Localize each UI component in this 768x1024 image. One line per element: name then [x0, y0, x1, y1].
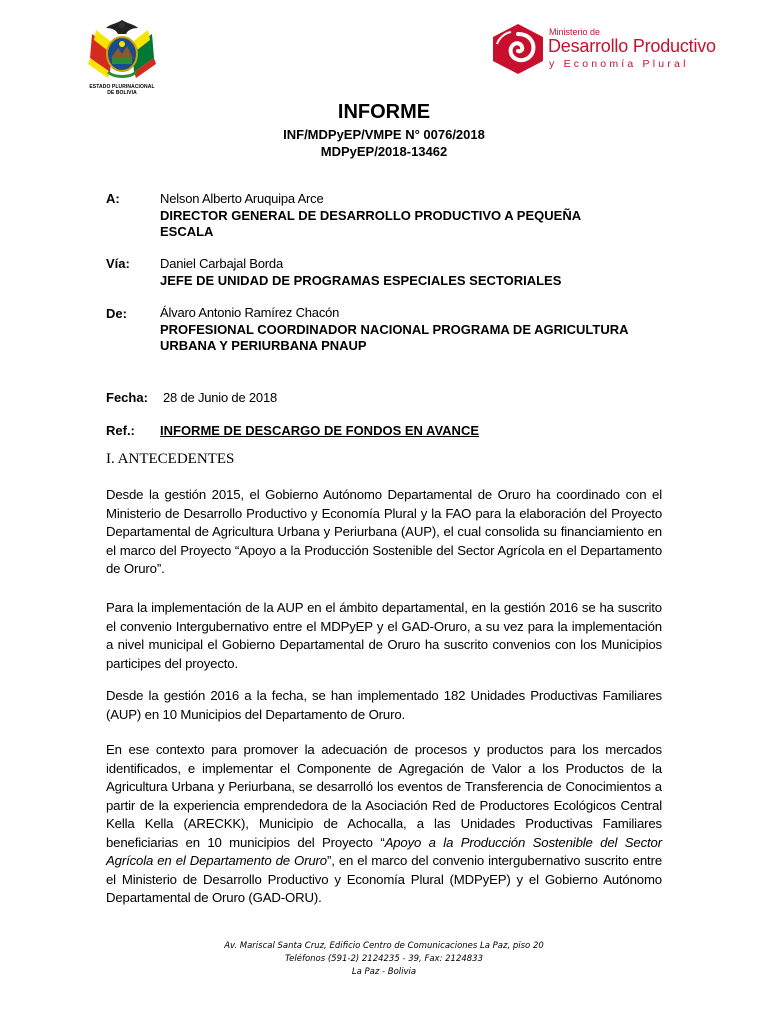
to-role-line-2: ESCALA: [160, 224, 214, 239]
date-label: Fecha:: [106, 390, 148, 405]
ref-value: INFORME DE DESCARGO DE FONDOS EN AVANCE: [160, 423, 480, 438]
paragraph-4: [106, 741, 662, 908]
document-code: INF/MDPyEP/VMPE N° 0076/2018: [283, 127, 485, 142]
footer: [0, 940, 768, 979]
ref-label: Ref.:: [106, 423, 135, 438]
paragraph-3: Desde la gestión 2016 a la fecha, se han implementado 182 Unidades Productivas Familiares (AUP) en 10 Municipios del Departamento de Oruro.: [106, 688, 662, 722]
via-role: JEFE DE UNIDAD DE PROGRAMAS ESPECIALES SECTORIALES: [160, 273, 562, 288]
spiral-ministry-logo-icon: [487, 22, 549, 76]
paragraph-4-project-name: Apoyo a la Producción Sostenible del Sector Agrícola en el Departamento de Oruro: [106, 834, 662, 868]
paragraph-4-part-1: En ese contexto para promover la adecuación de procesos y productos para los mercados identificados, e implementar el Componente de Agregación de Valor a los Productos de la Agricultura Urbana y Periurbana, se desarrolló los eventos de Transferencia de Conocimientos a partir de la experiencia emprendedora de la Asociación Red de Productores Ecológicos Central Kella Kella (ARECKK), Municipio de Achocalla, a las Unidades Productivas Familiares beneficiarias en 10 municipios del Proyecto “: [106, 742, 662, 850]
ministry-line-2: Desarrollo Productivo: [548, 36, 716, 56]
caption-line-1: ESTADO PLURINACIONAL: [89, 84, 155, 90]
document-title: INFORME: [337, 101, 431, 123]
coat-of-arms-logo: [82, 14, 162, 94]
ministry-line-3: y Economía Plural: [549, 58, 689, 70]
from-role-line-1: PROFESIONAL COORDINADOR NACIONAL PROGRAMA DE AGRICULTURA: [160, 322, 629, 337]
from-name: Álvaro Antonio Ramírez Chacón: [160, 305, 340, 320]
to-name: Nelson Alberto Aruquipa Arce: [160, 191, 324, 206]
section-title: I. ANTECEDENTES: [106, 451, 235, 467]
to-label: A:: [106, 191, 120, 206]
caption-line-2: DE BOLIVIA: [107, 90, 137, 96]
footer-city: La Paz - Bolivia: [351, 967, 417, 977]
footer-phones: Teléfonos (591-2) 2124235 - 39, Fax: 2124833: [284, 954, 483, 964]
coat-of-arms-caption: [82, 84, 162, 96]
via-name: Daniel Carbajal Borda: [160, 256, 283, 271]
ministry-logo: [487, 22, 727, 82]
date-value: 28 de Junio de 2018: [163, 390, 278, 405]
footer-address: Av. Mariscal Santa Cruz, Edificio Centro de Comunicaciones La Paz, piso 20: [224, 941, 544, 951]
bolivia-coat-of-arms-icon: [82, 14, 162, 86]
from-role-line-2: URBANA Y PERIURBANA PNAUP: [160, 338, 367, 353]
to-role-line-1: DIRECTOR GENERAL DE DESARROLLO PRODUCTIVO A PEQUEÑA: [160, 208, 582, 223]
via-label: Vía:: [106, 256, 130, 271]
from-label: De:: [106, 306, 127, 321]
paragraph-4-part-2: ”, en el marco del convenio intergubernativo suscrito entre el Ministerio de Desarrollo Productivo y Economía Plural (MDPyEP) y el Gobierno Autónomo Departamental de Oruro (GAD-ORU).: [106, 853, 662, 905]
ministry-line-1: Ministerio de: [549, 27, 601, 37]
paragraph-1: Desde la gestión 2015, el Gobierno Autónomo Departamental de Oruro ha coordinado con el Ministerio de Desarrollo Productivo y Economía Plural y la FAO para la elaboración del Proyecto Departamental de Agricultura Urbana y Periurbana (AUP), el cual consolida su financiamiento en el marco del Proyecto “Apoyo a la Producción Sostenible del Sector Agrícola en el Departamento de Oruro”.: [106, 487, 662, 576]
paragraph-2: Para la implementación de la AUP en el ámbito departamental, en la gestión 2016 se ha suscrito el convenio Intergubernativo entre el MDPyEP y el GAD-Oruro, a su vez para la implementación a nivel municipal el Gobierno Departamental de Oruro ha suscrito convenios con los Municipios participes del proyecto.: [106, 600, 662, 671]
document-ref-code: MDPyEP/2018-13462: [320, 144, 448, 159]
to-role: [160, 208, 660, 240]
from-role: [160, 322, 660, 354]
